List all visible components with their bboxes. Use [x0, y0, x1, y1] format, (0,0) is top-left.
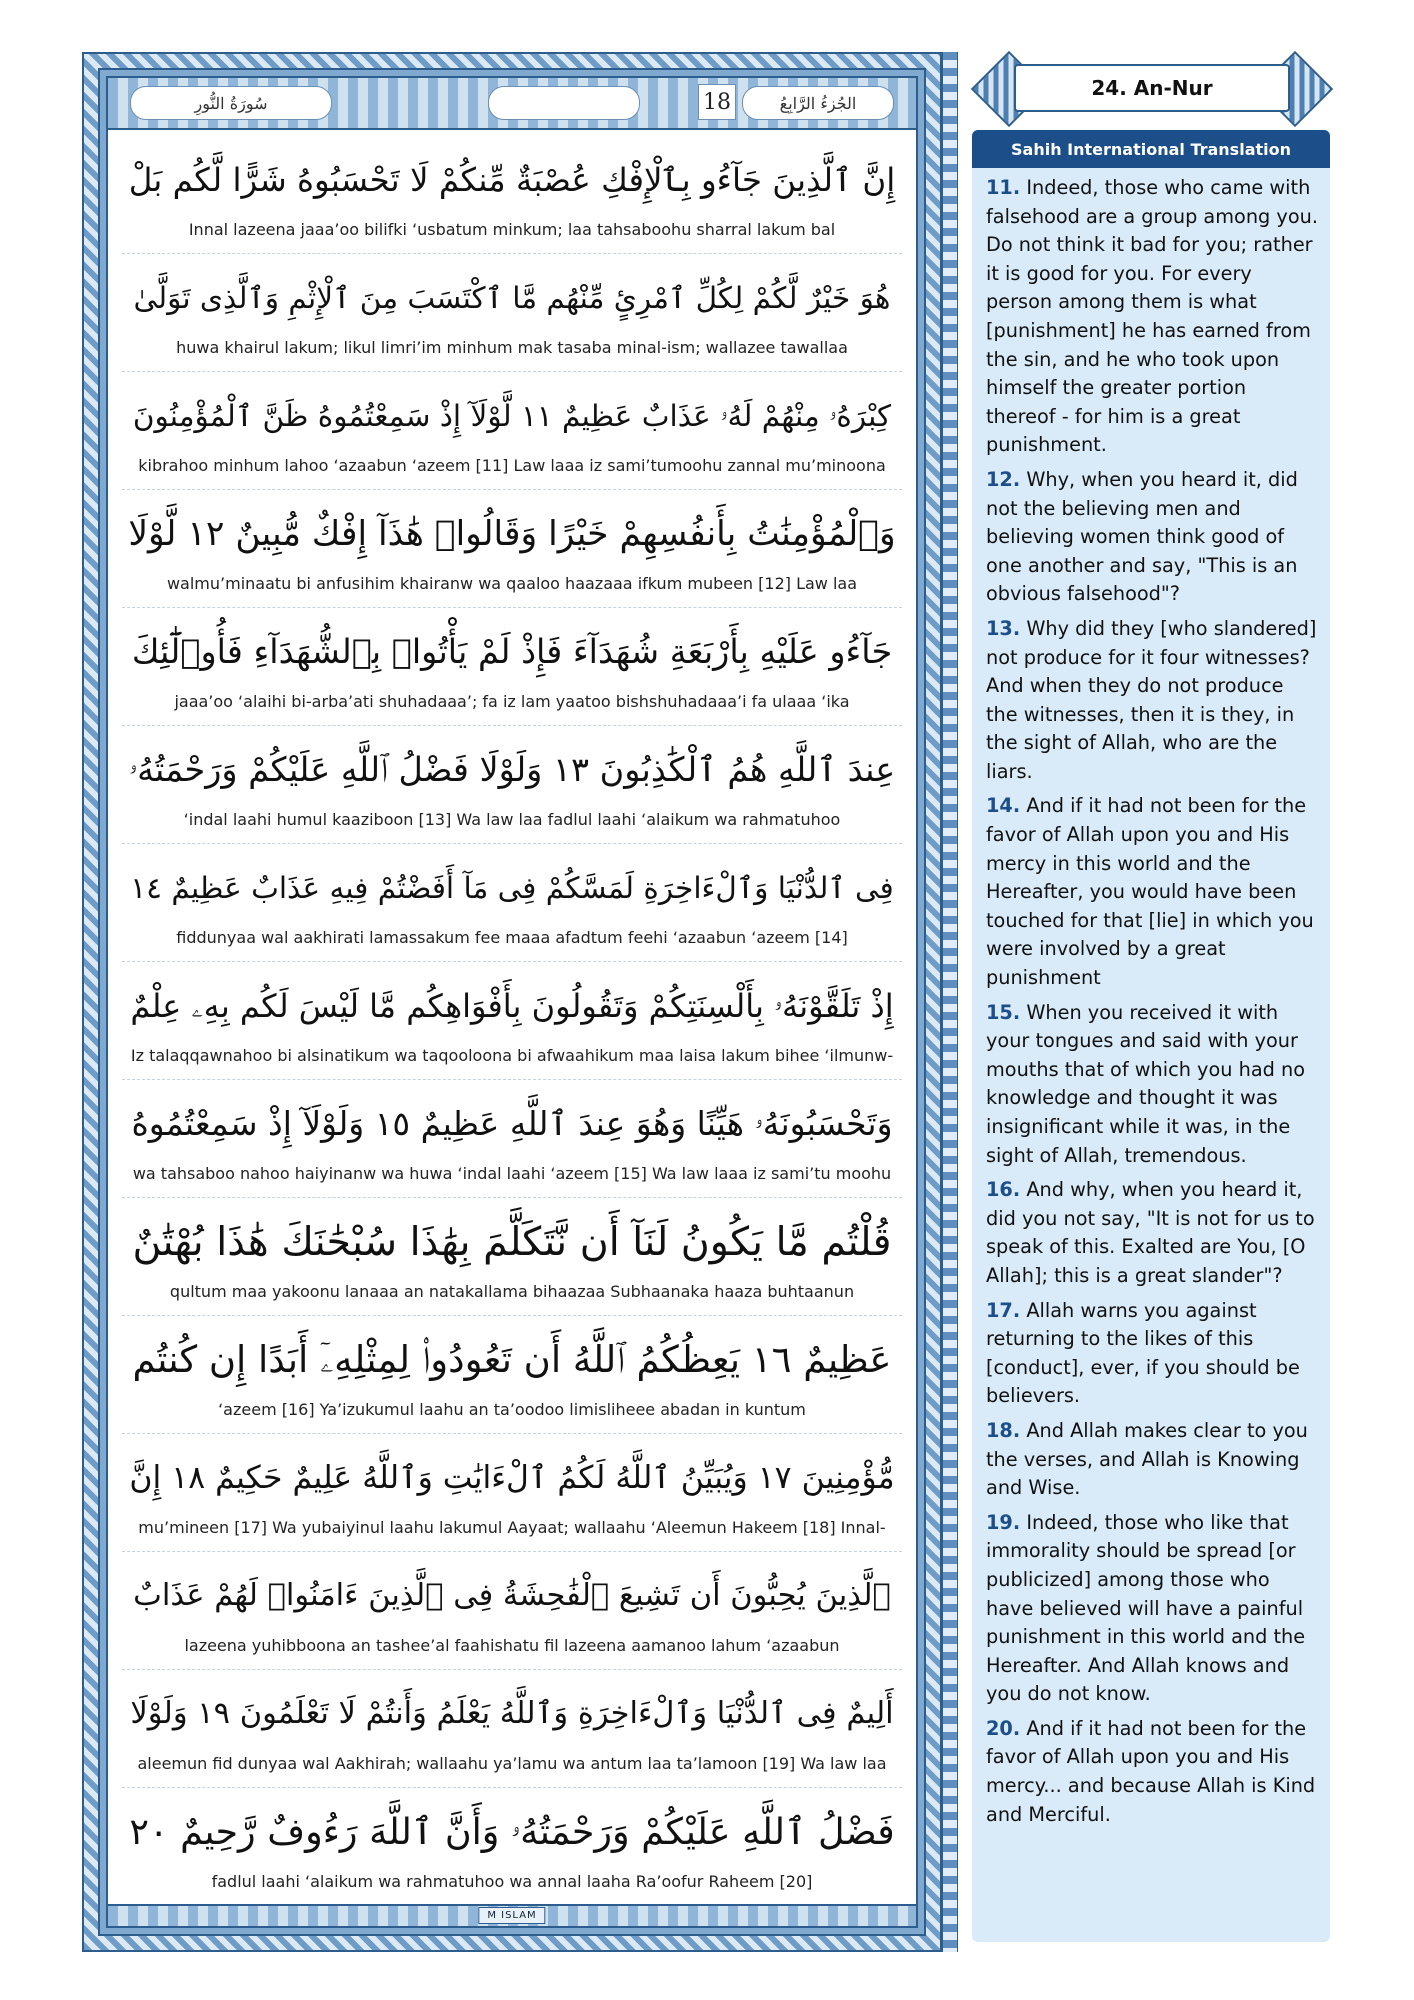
- translation-verse: [986, 466, 1318, 609]
- verse-number: 11.: [986, 176, 1021, 199]
- translation-panel: [972, 130, 1330, 1942]
- transliteration-text: qultum maa yakoonu lanaaa an natakallama bihaazaa Subhaanaka haaza buhtaanun: [169, 1282, 855, 1301]
- translation-verse: [986, 174, 1318, 460]
- transliteration-text: aleemun fid dunyaa wal Aakhirah; wallaahu ya’lamu wa antum laa ta’lamoon [19] Wa law laa: [137, 1754, 887, 1773]
- verse-line: [122, 1670, 902, 1788]
- verse-line: [122, 962, 902, 1080]
- transliteration-text: kibrahoo minhum lahoo ‘azaabun ‘azeem [11] Law laaa iz sami’tumoohu zannal mu’minoona: [138, 456, 886, 475]
- transliteration-text: walmu’minaatu bi anfusihim khairanw wa qaaloo haazaaa ifkum mubeen [12] Law laa: [166, 574, 858, 593]
- juz-label: الجُزءُ الرَّابِعُ: [742, 86, 894, 120]
- verse-line: [122, 1434, 902, 1552]
- verse-text: And why, when you heard it, did you not say, "It is not for us to speak of this. Exalted are You, [O Allah]; this is a great slander"?: [986, 1178, 1315, 1287]
- verse-number: 20.: [986, 1716, 1021, 1740]
- verse-text: Indeed, those who came with falsehood are a group among you. Do not think it bad for you; rather it is good for you. For every person among them is what [punishment] he has earned from the sin, and he who took upon himself the greater portion thereof - for him is a great punishment.: [986, 176, 1318, 457]
- verse-line: [122, 1080, 902, 1198]
- arabic-text: ٱلَّذِينَ يُحِبُّونَ أَن تَشِيعَ ٱلْفَٰحِشَةُ فِى ٱلَّذِينَ ءَامَنُوا۟ لَهُمْ عَذَابٌ: [133, 1578, 891, 1613]
- transliteration-text: huwa khairul lakum; likul limri’im minhum mak tasaba minal-ism; wallazee tawallaa: [176, 338, 848, 357]
- verse-line: [122, 1316, 902, 1434]
- arabic-text: قُلْتُم مَّا يَكُونُ لَنَآ أَن نَّتَكَلَّمَ بِهَٰذَا سُبْحَٰنَكَ هَٰذَا بُهْتَٰنٌ: [132, 1219, 892, 1265]
- translation-verse: [986, 999, 1318, 1171]
- translation-verse: [986, 1715, 1318, 1829]
- arabic-text: فَضْلُ ٱللَّهِ عَلَيْكُمْ وَرَحْمَتُهُۥ وَأَنَّ ٱللَّهَ رَءُوفٌ رَّحِيمٌ ٢٠: [129, 1810, 895, 1853]
- mushaf-page: [106, 76, 918, 1928]
- transliteration-text: Iz talaqqawnahoo bi alsinatikum wa taqooloona bi afwaahikum maa laisa lakum bihee ‘ilmunw-: [130, 1046, 894, 1065]
- verse-line: [122, 1198, 902, 1316]
- verse-text: And if it had not been for the favor of Allah upon you and His mercy... and because Allah is Kind and Merciful.: [986, 1716, 1316, 1826]
- verse-number: 18.: [986, 1418, 1021, 1442]
- verse-number: 12.: [986, 467, 1021, 491]
- translation-verse: [986, 615, 1318, 787]
- translation-list: [972, 168, 1330, 1829]
- arabic-text: مُّؤْمِنِينَ ١٧ وَيُبَيِّنُ ٱللَّهُ لَكُمُ ٱلْءَايَٰتِ وَٱللَّهُ عَلِيمٌ حَكِيمٌ ١٨ إِنَّ: [129, 1460, 895, 1496]
- transliteration-text: wa tahsaboo nahoo haiyinanw wa huwa ‘indal laahi ‘azeem [15] Wa law laaa iz sami’tu moohu: [132, 1164, 892, 1183]
- transliteration-text: ‘azeem [16] Ya’izukumul laahu an ta’oodoo limisliheee abadan in kuntum: [218, 1400, 806, 1419]
- verse-number: 15.: [986, 1000, 1021, 1024]
- transliteration-text: jaaa’oo ‘alaihi bi-arba’ati shuhadaaa’; fa iz lam yaatoo bishshuhadaaa’i fa ulaaa ‘ika: [174, 692, 850, 711]
- verse-text: And Allah makes clear to you the verses, and Allah is Knowing and Wise.: [986, 1418, 1308, 1500]
- verse-line: [122, 1788, 902, 1906]
- arabic-text: كِبْرَهُۥ مِنْهُمْ لَهُۥ عَذَابٌ عَظِيمٌ ١١ لَّوْلَآ إِذْ سَمِعْتُمُوهُ ظَنَّ ٱلْمُؤْمِنُونَ: [132, 399, 892, 433]
- arabic-text: إِنَّ ٱلَّذِينَ جَآءُو بِٱلْإِفْكِ عُصْبَةٌ مِّنكُمْ لَا تَحْسَبُوهُ شَرًّا لَّكُم بَلْ: [128, 161, 896, 199]
- arabic-text: فِى ٱلدُّنْيَا وَٱلْءَاخِرَةِ لَمَسَّكُمْ فِى مَآ أَفَضْتُمْ فِيهِ عَذَابٌ عَظِيمٌ ١٤: [130, 871, 894, 905]
- translation-verse: [986, 792, 1318, 992]
- verse-number: 16.: [986, 1178, 1021, 1202]
- verse-text: Why, when you heard it, did not the believing men and believing women think good of one another and say, "This is an obvious falsehood"?: [986, 467, 1298, 606]
- verse-line: [122, 490, 902, 608]
- arabic-text: وَتَحْسَبُونَهُۥ هَيِّنًا وَهُوَ عِندَ ٱللَّهِ عَظِيمٌ ١٥ وَلَوْلَآ إِذْ سَمِعْتُمُوهُ: [131, 1104, 893, 1143]
- transliteration-text: ‘indal laahi humul kaaziboon [13] Wa law laa fadlul laahi ‘alaikum wa rahmatuhoo: [183, 810, 841, 829]
- translation-verse: [986, 1509, 1318, 1709]
- verse-line: [122, 608, 902, 726]
- verse-line: [122, 372, 902, 490]
- page-footer: [108, 1904, 916, 1926]
- transliteration-text: lazeena yuhibboona an tashee’al faahishatu fil lazeena aamanoo lahum ‘azaabun: [184, 1636, 840, 1655]
- transliteration-text: fiddunyaa wal aakhirati lamassakum fee maaa afadtum feehi ‘azaabun ‘azeem [14]: [176, 928, 848, 947]
- footer-logo: M ISLAM: [478, 1907, 545, 1924]
- mushaf-inner-border: [98, 68, 926, 1936]
- translation-verse: [986, 1297, 1318, 1411]
- surah-name-label: سُورَةُ النُّورِ: [130, 86, 332, 120]
- verse-number: 14.: [986, 794, 1021, 818]
- transliteration-text: mu’mineen [17] Wa yubaiyinul laahu lakumul Aayaat; wallaahu ‘Aleemun Hakeem [18] Innal-: [138, 1518, 886, 1537]
- transliteration-text: fadlul laahi ‘alaikum wa rahmatuhoo wa annal laaha Ra’oofur Raheem [20]: [211, 1872, 813, 1891]
- verse-lines: [122, 136, 902, 1900]
- verse-text: When you received it with your tongues and said with your mouths that of which you had no knowledge and thought it was insignificant while it was, in the sight of Allah, tremendous.: [986, 1000, 1306, 1167]
- arabic-text: إِذْ تَلَقَّوْنَهُۥ بِأَلْسِنَتِكُمْ وَتَقُولُونَ بِأَفْوَاهِكُم مَّا لَيْسَ لَكُم بِهِۦ عِلْمٌ: [130, 987, 894, 1025]
- arabic-text: جَآءُو عَلَيْهِ بِأَرْبَعَةِ شُهَدَآءَ فَإِذْ لَمْ يَأْتُوا۟ بِٱلشُّهَدَآءِ فَأُو۟لَٰٓئِكَ: [131, 632, 893, 671]
- verse-text: Why did they [who slandered] not produce for it four witnesses? And when they do not produce the witnesses, then it is they, in the sight of Allah, who are the liars.: [986, 616, 1317, 783]
- translation-heading: Sahih International Translation: [972, 130, 1330, 168]
- arabic-text: أَلِيمٌ فِى ٱلدُّنْيَا وَٱلْءَاخِرَةِ وَٱللَّهُ يَعْلَمُ وَأَنتُمْ لَا تَعْلَمُونَ ١٩ وَلَوْلَا: [130, 1696, 894, 1731]
- transliteration-text: Innal lazeena jaaa’oo bilifki ‘usbatum minkum; laa tahsaboohu sharral lakum bal: [188, 220, 836, 239]
- verse-line: [122, 254, 902, 372]
- verse-line: [122, 726, 902, 844]
- verse-line: [122, 1552, 902, 1670]
- mushaf-frame: [82, 52, 942, 1952]
- surah-title-bar: [972, 56, 1332, 118]
- verse-text: Allah warns you against returning to the likes of this [conduct], ever, if you should be believers.: [986, 1298, 1300, 1408]
- decorative-spine: [942, 52, 958, 1952]
- translation-verse: [986, 1417, 1318, 1503]
- verse-number: 17.: [986, 1298, 1021, 1322]
- page-number: 18: [698, 84, 736, 120]
- arabic-text: هُوَ خَيْرٌ لَّكُمْ لِكُلِّ ٱمْرِئٍ مِّنْهُم مَّا ٱكْتَسَبَ مِنَ ٱلْإِثْمِ وَٱلَّذِى تَوَلَّىٰ: [133, 281, 891, 315]
- arabic-text: عِندَ ٱللَّهِ هُمُ ٱلْكَٰذِبُونَ ١٣ وَلَوْلَا فَضْلُ ٱللَّهِ عَلَيْكُمْ وَرَحْمَتُهُۥ: [128, 750, 896, 789]
- header-blank-cartouche: [488, 86, 640, 120]
- verse-number: 13.: [986, 616, 1021, 640]
- verse-text: Indeed, those who like that immorality should be spread [or publicized] among those who have believed will have a painful punishment in this world and the Hereafter. And Allah knows and you do not know.: [986, 1510, 1306, 1706]
- translation-verse: [986, 1176, 1318, 1290]
- arabic-text: وَٱلْمُؤْمِنَٰتُ بِأَنفُسِهِمْ خَيْرًا وَقَالُوا۟ هَٰذَآ إِفْكٌ مُّبِينٌ ١٢ لَّوْلَا: [128, 514, 896, 554]
- arabic-text: عَظِيمٌ ١٦ يَعِظُكُمُ ٱللَّهُ أَن تَعُودُوا۟ لِمِثْلِهِۦٓ أَبَدًا إِن كُنتُم: [132, 1338, 892, 1381]
- surah-title: 24. An-Nur: [1014, 64, 1290, 112]
- verse-line: [122, 136, 902, 254]
- verse-line: [122, 844, 902, 962]
- verse-text: And if it had not been for the favor of Allah upon you and His mercy in this world and the Hereafter, you would have been touched for that [lie] in which you were involved by a great punishment: [986, 794, 1314, 990]
- verse-number: 19.: [986, 1510, 1021, 1534]
- page-header: [108, 78, 916, 130]
